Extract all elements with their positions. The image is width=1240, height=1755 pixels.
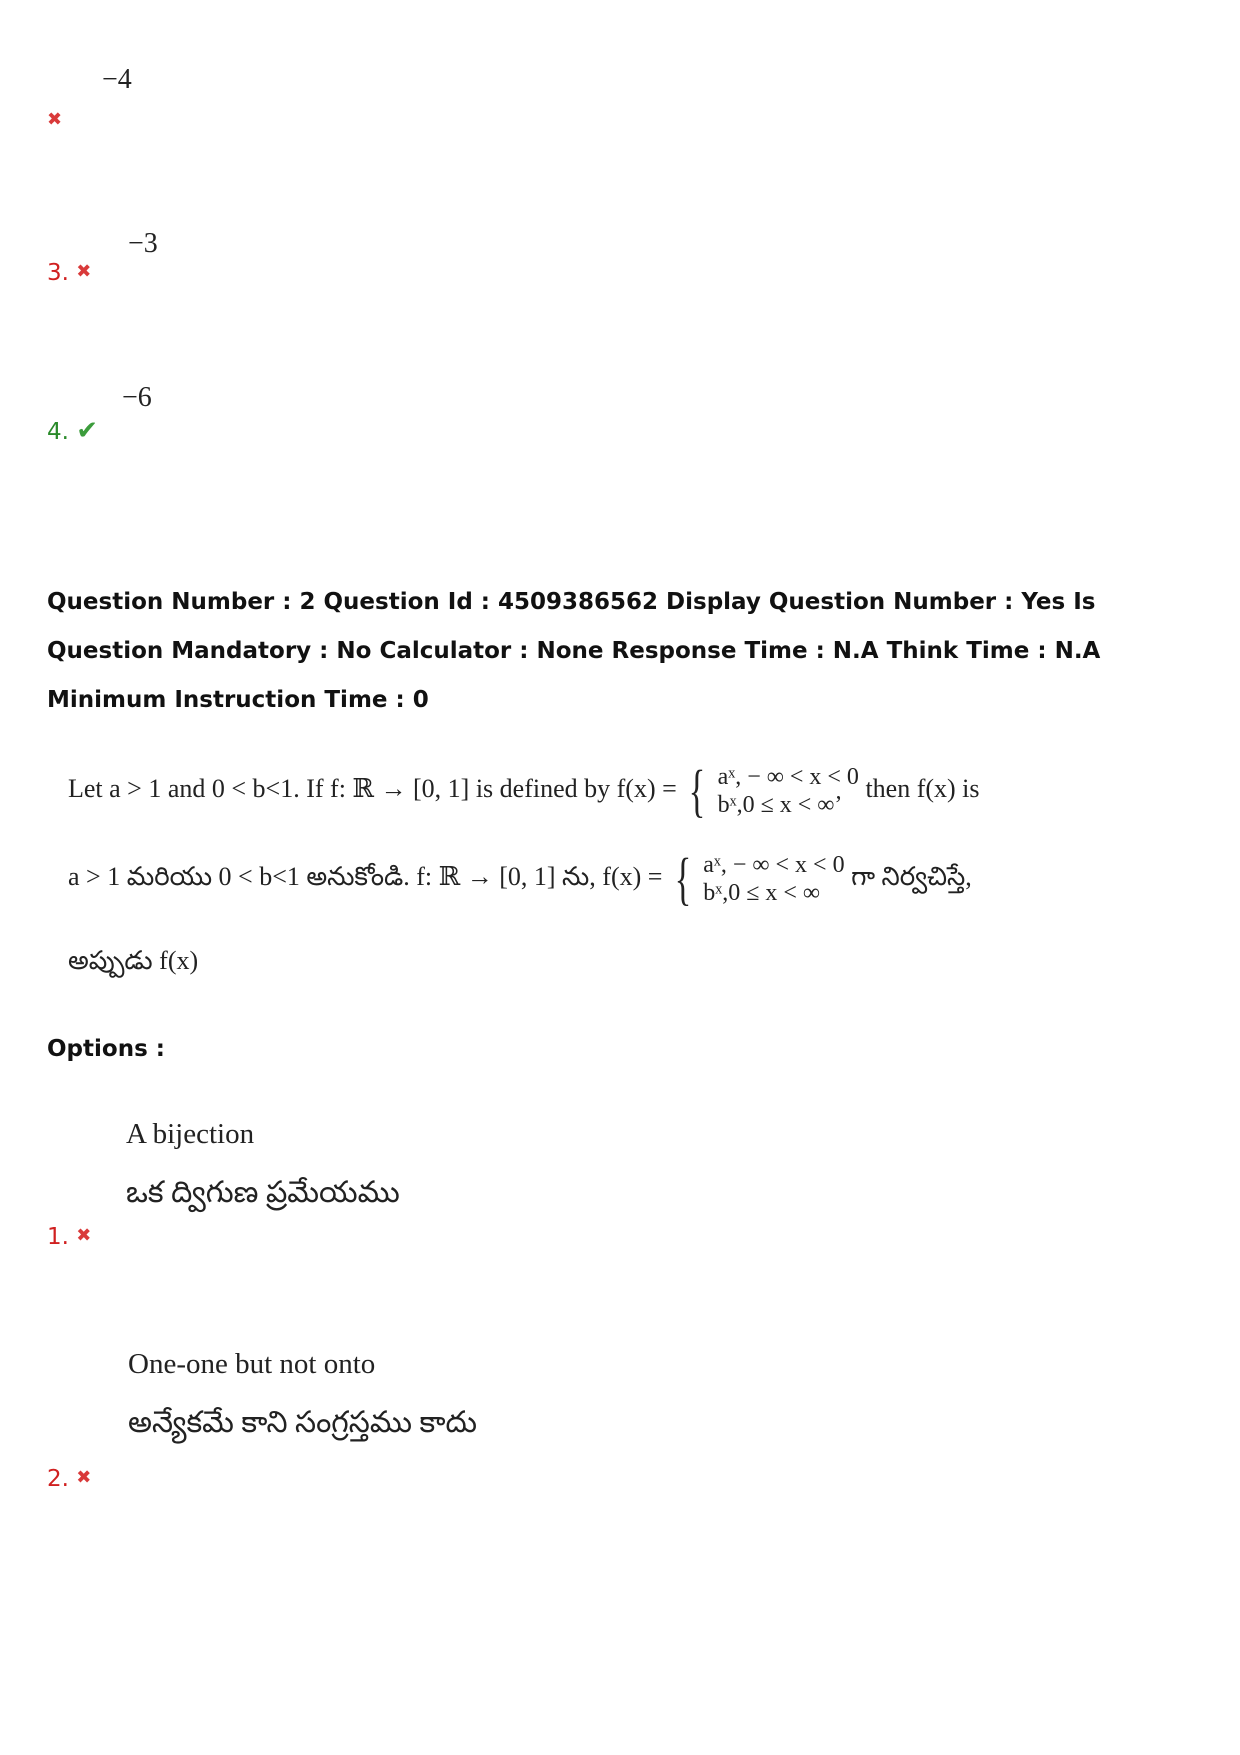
question-en-prefix: Let a > 1 and 0 < b<1. If f: ℝ → [0, 1] is defined by f(x) = bbox=[68, 773, 677, 803]
cross-icon: ✖ bbox=[76, 1225, 92, 1246]
option-text-te: ఒక ద్విగుణ ప్రమేయము bbox=[126, 1176, 400, 1209]
question-te-suffix: గా నిర్వచిస్తే, bbox=[851, 861, 972, 891]
option-text-te: అన్యేకమే కాని సంగ్రస్తము కాదు bbox=[128, 1406, 478, 1439]
piecewise-cases bbox=[703, 851, 844, 907]
option-marker bbox=[47, 1224, 91, 1250]
option-text-en: A bijection bbox=[126, 1118, 255, 1150]
question-line-te-3: అప్పుడు f(x) bbox=[68, 946, 199, 975]
question-meta: Question Number : 2 Question Id : 4509386562 Display Question Number : Yes Is Question Mandatory : No Calculator : None Response Time : N.A Think Time : N.A Minimum Instruction Time : 0 bbox=[47, 589, 1101, 713]
options-label: Options : bbox=[47, 1036, 165, 1062]
option-number: 2. bbox=[47, 1466, 69, 1492]
option-marker bbox=[47, 1466, 91, 1492]
case-1: aˣ, − ∞ < x < 0 bbox=[703, 852, 845, 878]
prev-option-marker bbox=[47, 260, 91, 286]
question-te-prefix: a > 1 మరియు 0 < b<1 అనుకోండి. f: ℝ → [0, 1] ను, f(x) = bbox=[68, 861, 663, 891]
option-number: 1. bbox=[47, 1224, 69, 1250]
cross-icon: ✖ bbox=[76, 261, 92, 282]
prev-option-marker bbox=[47, 108, 62, 134]
option-number: 3. bbox=[47, 260, 69, 286]
brace-icon: { bbox=[688, 758, 706, 823]
brace-icon: { bbox=[674, 846, 692, 911]
question-en-suffix: then f(x) is bbox=[865, 773, 980, 803]
option-number: 4. bbox=[47, 419, 69, 445]
prev-option-marker bbox=[47, 416, 98, 446]
cross-icon: ✖ bbox=[47, 109, 63, 130]
piecewise-cases bbox=[718, 763, 859, 819]
prev-option-value: −4 bbox=[102, 64, 132, 95]
prev-option-value: −3 bbox=[128, 228, 158, 259]
cross-icon: ✖ bbox=[76, 1467, 92, 1488]
case-2: bˣ,0 ≤ x < ∞’ bbox=[717, 792, 843, 818]
question-line-te bbox=[68, 846, 972, 911]
check-icon: ✔ bbox=[76, 416, 99, 446]
question-line-en bbox=[68, 758, 980, 823]
case-2: bˣ,0 ≤ x < ∞ bbox=[703, 880, 821, 906]
prev-option-value: −6 bbox=[122, 382, 152, 413]
option-text-en: One-one but not onto bbox=[128, 1348, 376, 1380]
case-1: aˣ, − ∞ < x < 0 bbox=[717, 764, 859, 790]
